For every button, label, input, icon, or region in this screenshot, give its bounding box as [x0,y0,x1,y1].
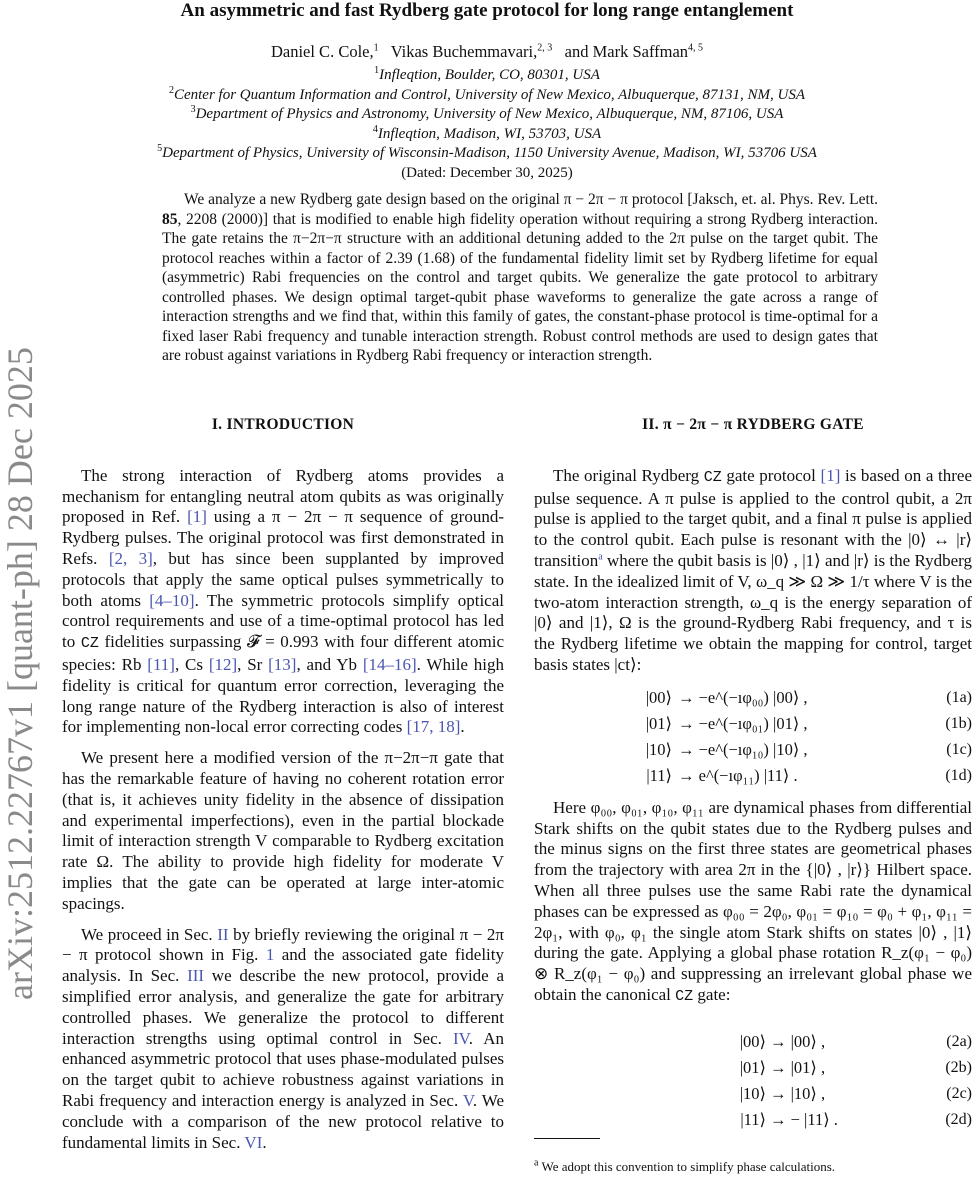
section-heading-introduction: I. INTRODUCTION [211,416,355,433]
citation-link[interactable]: [1] [187,507,207,527]
date-line: (Dated: December 30, 2025) [401,164,573,181]
equation-row: |11⟩ → − |11⟩ . (2d) [740,1110,972,1130]
equation-row: |01⟩ → −e^(−ıφ₀₁) |01⟩ , (1b) [645,714,972,734]
author-1: Daniel C. Cole, [270,42,374,61]
author-3-sup: 4, 5 [688,42,704,54]
footnote-divider [534,1138,600,1139]
author-2-sup: 2, 3 [537,42,553,54]
citation-link[interactable]: [11] [147,654,175,674]
paper-title: An asymmetric and fast Rydberg gate protocol for long range entanglement [180,0,794,21]
citation-link[interactable]: [1] [820,465,841,485]
section-link[interactable]: VI [244,1132,263,1152]
citation-link[interactable]: [17, 18] [406,717,461,737]
equation-row: |11⟩ → e^(−ıφ₁₁) |11⟩ . (1d) [646,766,972,786]
author-list [0,42,974,62]
affiliation: $^4$Infleqtion, Madison, WI, 53703, USA [372,123,602,142]
equation-row: |10⟩ → |10⟩ , (2c) [739,1084,972,1104]
section-heading-rydberg-gate: II. π − 2π − π RYDBERG GATE [642,416,864,433]
equation-block-2 [534,1030,972,1134]
section-link[interactable]: V [462,1090,473,1110]
paragraph: Here φ₀₀, φ₀₁, φ₁₀, φ₁₁ are dynamical phases from differential Stark shifts on the qubit states due to the Rydberg pulses and the minus signs on the first three states are geometrical phases from the trajectory with area 2π in the {|0⟩ , |r⟩} Hilbert space. When all three pulses use the same Rabi rate the dynamical phases can be expressed as φ₀₀ = 2φ₀, φ₀₁ = φ₁₀ = φ₀ + φ₁, φ₁₁ = 2φ₁, with φ₀, φ₁ the single atom Stark shifts on states |0⟩ , |1⟩ during the gate. Applying a global phase rotation R_z(φ₁ − φ₀) ⊗ R_z(φ₁ − φ₀) and suppressing an irrelevant global phase we obtain the canonical CZ gate: [534,797,972,1005]
left-column [62,415,504,1163]
affiliation: $^3$Department of Physics and Astronomy, University of New Mexico, Albuquerque, NM, 87106, USA [190,104,784,122]
author-3: and Mark Saffman [564,42,689,61]
affiliation: $^2$Center for Quantum Information and Control, University of New Mexico, Albuquerque, 87131, NM, USA [168,84,806,103]
section-link[interactable]: III [187,966,205,986]
footnote-mark: a [534,1157,539,1169]
equation-row: |00⟩ → −e^(−ıφ₀₀) |00⟩ , (1a) [645,688,972,708]
citation-link[interactable]: [2, 3] [108,548,153,568]
equation-row: |01⟩ → |01⟩ , (2b) [739,1058,972,1078]
arxiv-sidebar [0,310,52,1010]
equation-row: |10⟩ → −e^(−ıφ₁₀) |10⟩ , (1c) [645,740,972,760]
section-link[interactable]: IV [453,1028,469,1048]
author-2: Vikas Buchemmavari, [390,42,538,61]
paragraph: We proceed in Sec. II by briefly reviewing the original π − 2π − π protocol shown in Fig. 1 and the associated gate fidelity analysis. In Sec. III we describe the new protocol, provide a simplified error analysis, and generalize the gate for arbitrary controlled phases. We generalize the protocol to different interaction strengths using optimal control in Sec. IV. An enhanced asymmetric protocol that uses phase-modulated pulses on the target qubit to achieve robustness against variations in Rabi frequency and interaction energy is analyzed in Sec. V. We conclude with a comparison of the new protocol relative to fundamental limits in Sec. VI. [62,924,505,1152]
equation-row: |00⟩ → |00⟩ , (2a) [739,1032,972,1052]
paragraph: The strong interaction of Rydberg atoms provides a mechanism for entangling neutral atom qubits as was originally proposed in Ref. [1] using a π − 2π − π sequence of ground-Rydberg pulses. The original protocol was first demonstrated in Refs. [2, 3], but has since been supplanted by improved protocols that apply the same optical pulses symmetrically to both atoms [4–10]. The symmetric protocols simplify optical control requirements and use of a time-optimal protocol has led to CZ fidelities surpassing 𝓕 = 0.993 with four different atomic species: Rb [11], Cs [12], Sr [13], and Yb [14–16]. While high fidelity is critical for quantum error correction, leveraging the long range nature of the Rydberg interaction is also of interest for implementing non-local error correcting codes [17, 18]. [62,465,505,737]
citation-link[interactable]: [4–10] [149,590,195,610]
figure-link[interactable]: 1 [265,945,275,965]
abstract: We analyze a new Rydberg gate design based on the original π − 2π − π protocol [Jaksch, et. al. Phys. Rev. Lett. 85, 2208 (2000)] that is modified to enable high fidelity operation without requiring a strong Rydberg interaction. The gate retains the π−2π−π structure with an additional detuning added to the 2π pulse on the target qubit. The protocol reaches within a factor of 2.39 (1.68) of the fundamental fidelity limit set by Rydberg lifetime for equal (asymmetric) Rabi frequencies on the control and target qubits. We generalize the gate protocol to arbitrary controlled phases. We design optimal target-qubit phase waveforms to generalize the gate across a range of interaction strengths and we find that, within this family of gates, the constant-phase protocol is time-optimal for a fixed laser Rabi frequency and tunable interaction strength. Robust control methods are used to design gates that are robust against variations in Rydberg Rabi frequency or interaction strength. [162,191,878,364]
affiliations [0,66,974,183]
citation-link[interactable]: [14–16] [362,654,417,674]
author-1-sup: 1 [373,42,379,54]
equation-block-1 [534,686,972,790]
citation-link[interactable]: [12] [208,654,238,674]
affiliation: $^1$Infleqtion, Boulder, CO, 80301, USA [374,65,600,83]
section-link[interactable]: II [217,924,229,944]
footnote [534,1157,972,1178]
paragraph: The original Rydberg CZ gate protocol [1] is based on a three pulse sequence. A π pulse is applied to the control qubit, a 2π pulse is applied to the target qubit, and a final π pulse is applied to the control qubit. Each pulse is resonant with the |0⟩ ↔ |r⟩ transition$^a$ where the qubit basis is |0⟩ , |1⟩ and |r⟩ is the Rydberg state. In the idealized limit of V, ω_q ≫ Ω ≫ 1/τ where V is the two-atom interaction strength, ω_q is the energy separation of |0⟩ and |1⟩, Ω is the ground-Rydberg Rabi frequency, and τ is the Rydberg lifetime we obtain the mapping for control, target basis states |ct⟩: [534,465,972,674]
arxiv-id-text: arXiv:2512.22767v1 [quant-ph] 28 Dec 2025 [0,347,40,1000]
right-column [534,415,972,1178]
affiliation: $^5$Department of Physics, University of Wisconsin-Madison, 1150 University Avenue, Madison, WI, 53706 USA [157,143,817,161]
footnote-marker[interactable]: a [598,551,603,563]
citation-link[interactable]: [13] [268,654,297,674]
footnote-text: We adopt this convention to simplify phase calculations. [541,1158,836,1174]
paragraph: We present here a modified version of the π−2π−π gate that has the remarkable feature of having no coherent rotation error (that is, it achieves unity fidelity in the absence of dissipation and experimental imperfections), even in the partial blockade limit of interaction strength V comparable to Rydberg excitation rate Ω. The ability to provide high fidelity for moderate V implies that the gate can be operated at large inter-atomic spacings. [62,748,504,913]
